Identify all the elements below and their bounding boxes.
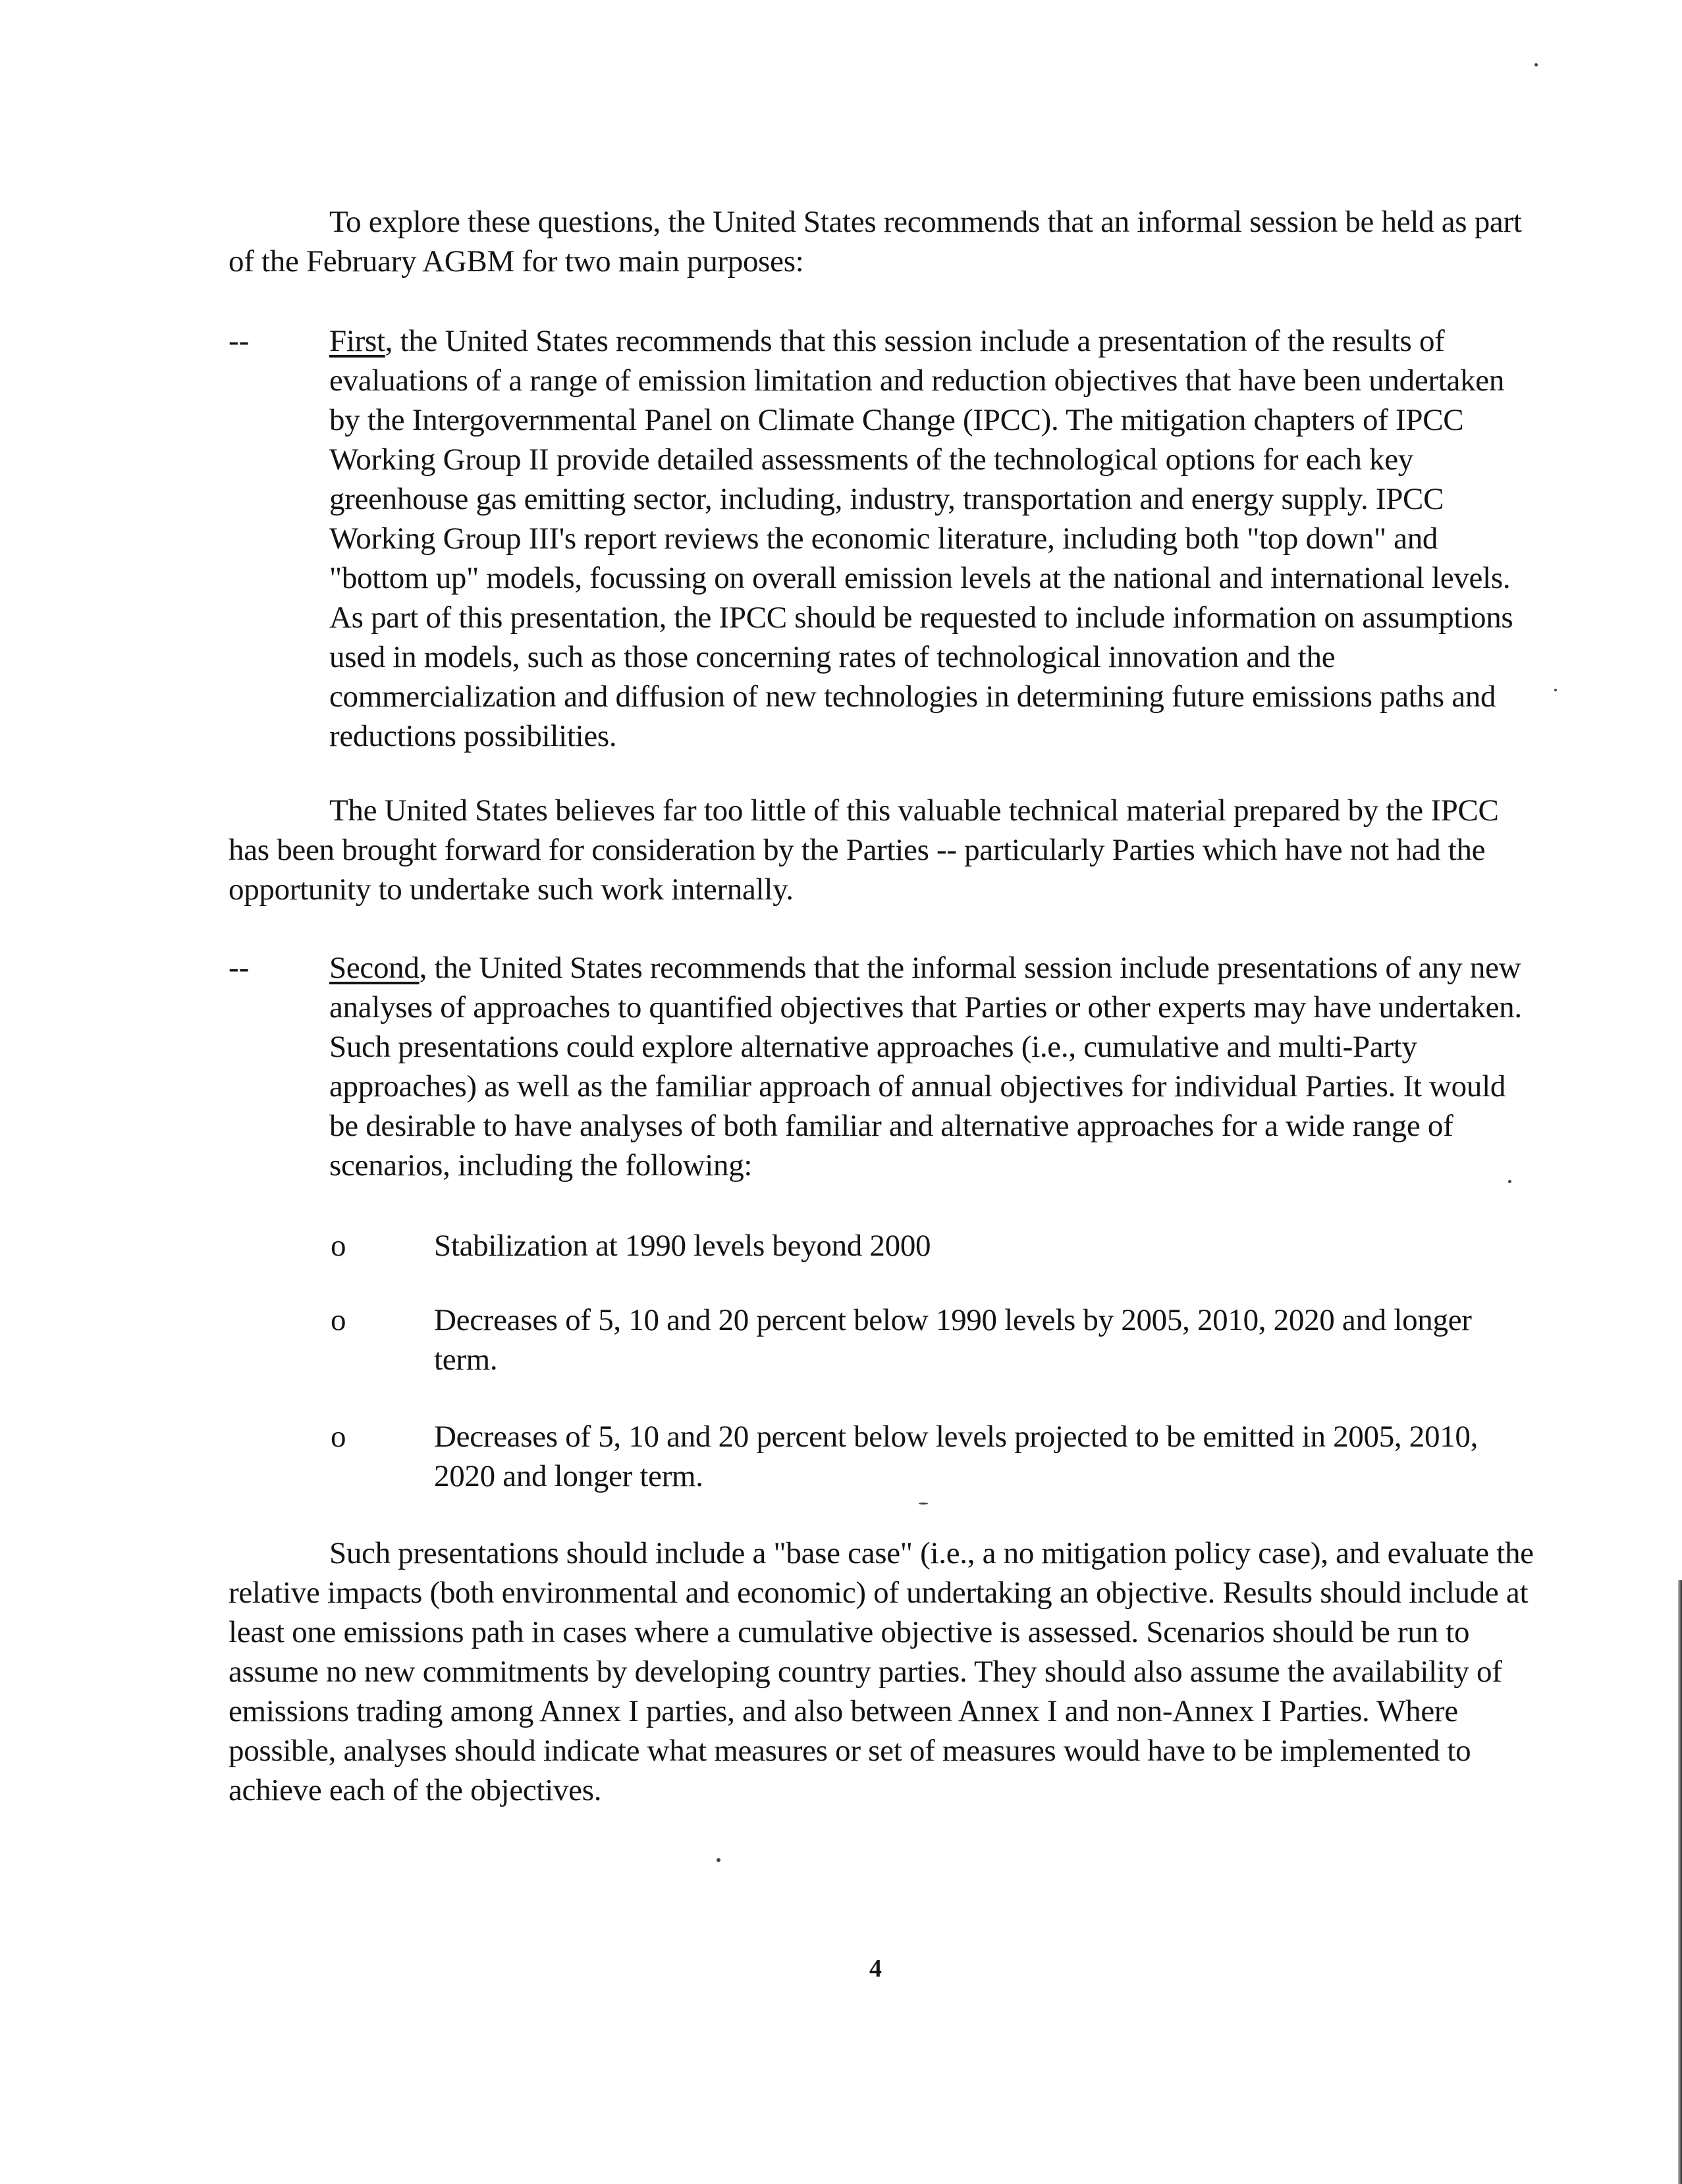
second-body: , the United States recommends that the informal session include presentations of any new analyses of approaches to quantified objectives that Parties or other experts may have undertaken. Such presentations could explore alternative approaches (i.e., cumulative and multi-Party approaches) as well as the familiar approach of annual objectives for individual Parties. It would be desirable to have analyses of both familiar and alternative approaches for a wide range of scenarios, including the following:	[329, 951, 1522, 1183]
bullet-marker: o	[331, 1229, 346, 1263]
dash-marker: --	[229, 951, 250, 985]
scan-speck	[717, 1858, 720, 1862]
scan-speck	[919, 1503, 928, 1505]
scenario-text: Stabilization at 1990 levels beyond 2000	[434, 1229, 931, 1263]
first-body: , the United States recommends that this session include a presentation of the results of evaluations of a range of emission limitation and reduction objectives that have been undertaken by the Intergovernmental Panel on Climate Change (IPCC). The mitigation chapters of IPCC Working Group II provide detailed assessments of the technological options for each key greenhouse gas emitting sector, including, industry, transportation and energy supply. IPCC Working Group III's report reviews the economic literature, including both "top down" and "bottom up" models, focussing on overall emission levels at the national and international levels. As part of this presentation, the IPCC should be requested to include information on assumptions used in models, such as those concerning rates of technological innovation and the commercialization and diffusion of new technologies in determining future emissions paths and reductions possibilities.	[329, 324, 1513, 753]
page-number: 4	[869, 1955, 882, 1983]
scenario-text: Decreases of 5, 10 and 20 percent below levels projected to be emitted in 2005, 2010, 2020 and longer term.	[434, 1420, 1479, 1493]
closing-paragraph: Such presentations should include a "base case" (i.e., a no mitigation policy case), and evaluate the relative impacts (both environmental and economic) of undertaking an objective. Results should include at least one emissions path in cases where a cumulative objective is assessed. Scenarios should be run to assume no new commitments by developing country parties. They should also assume the availability of emissions trading among Annex I parties, and also between Annex I and non-Annex I Parties. Where possible, analyses should indicate what measures or set of measures would have to be implemented to achieve each of the objectives.	[229, 1536, 1534, 1807]
scan-edge-shadow	[1678, 1580, 1682, 2184]
first-recommendation-text	[329, 321, 1541, 756]
scenario-text: Decreases of 5, 10 and 20 percent below 1990 levels by 2005, 2010, 2020 and longer term.	[434, 1303, 1472, 1377]
scan-speck	[1534, 63, 1538, 67]
believes-paragraph: The United States believes far too little of this valuable technical material prepared by the IPCC has been brought forward for consideration by the Parties -- particularly Parties which have not had the opportunity to undertake such work internally.	[229, 793, 1499, 907]
second-recommendation-text	[329, 948, 1541, 1185]
bullet-marker: o	[331, 1303, 346, 1337]
scan-speck	[1508, 1180, 1511, 1183]
bullet-marker: o	[331, 1420, 346, 1454]
intro-paragraph: To explore these questions, the United States recommends that an informal session be held as part of the February AGBM for two main purposes:	[229, 205, 1522, 279]
second-lead-word: Second	[329, 951, 420, 985]
scan-speck	[1554, 689, 1557, 691]
dash-marker: --	[229, 324, 250, 358]
first-lead-word: First	[329, 324, 385, 358]
